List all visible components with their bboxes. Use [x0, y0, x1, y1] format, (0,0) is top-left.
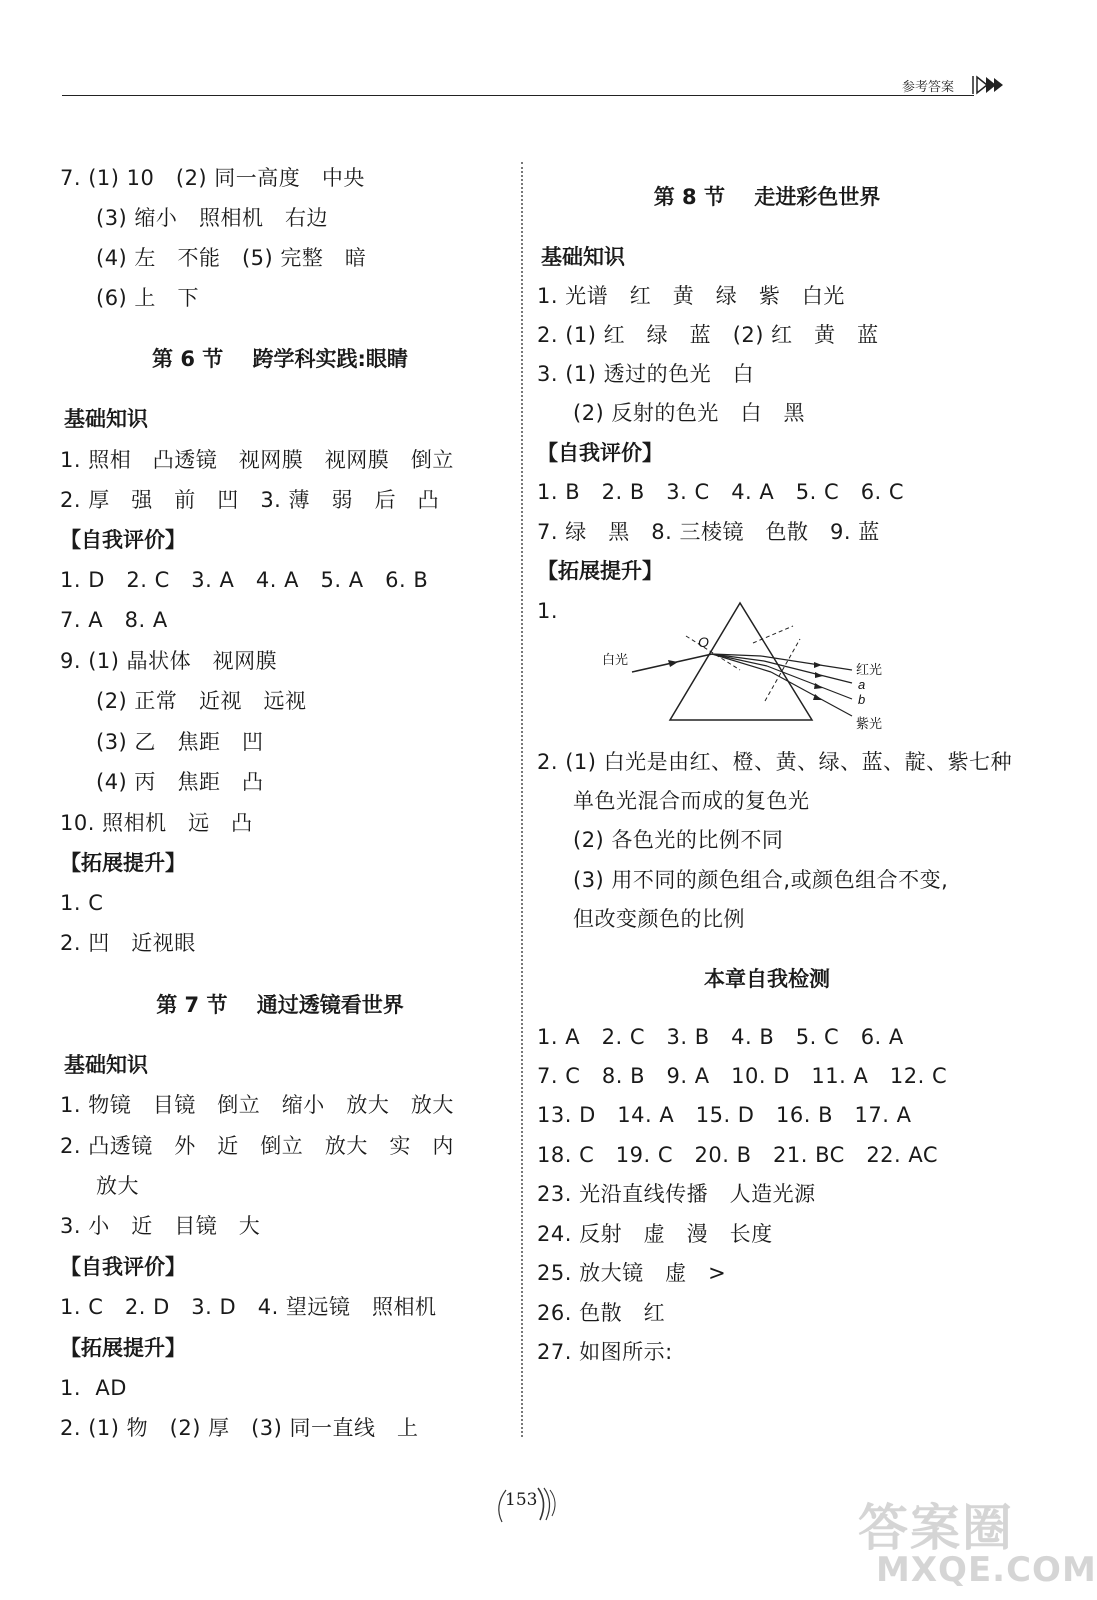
answer-line: 1. B 2. B 3. C 4. A 5. C 6. C — [537, 480, 905, 504]
answer-line: 10. 照相机 远 凸 — [60, 811, 253, 835]
section-7-title: 第 7 节 通过透镜看世界 — [156, 993, 404, 1017]
answer-line: (3) 用不同的颜色组合,或颜色组合不变, — [573, 868, 949, 892]
watermark-top-text: 答案圈 — [858, 1499, 1014, 1557]
answer-line: 3. 小 近 目镜 大 — [60, 1214, 261, 1238]
section-6-title: 第 6 节 跨学科实践:眼睛 — [152, 347, 408, 371]
self-evaluation-heading: 【自我评价】 — [537, 441, 663, 465]
answer-line: (6) 上 下 — [96, 286, 199, 310]
white-light-label: 白光 — [602, 652, 629, 667]
answer-line: (2) 反射的色光 白 黑 — [573, 401, 805, 425]
answer-line: 2. (1) 白光是由红、橙、黄、绿、蓝、靛、紫七种 — [537, 750, 1013, 774]
prism-dispersion-diagram — [590, 598, 910, 738]
answer-line: 但改变颜色的比例 — [573, 907, 745, 931]
answer-line: 7. 绿 黑 8. 三棱镜 色散 9. 蓝 — [537, 520, 880, 544]
answer-line: (3) 乙 焦距 凹 — [96, 730, 264, 754]
self-evaluation-heading: 【自我评价】 — [60, 528, 186, 552]
chapter-test-title: 本章自我检测 — [704, 967, 830, 991]
answer-line: 1. AD — [60, 1376, 127, 1400]
basic-knowledge-heading: 基础知识 — [64, 407, 148, 431]
red-light-label: 红光 — [856, 662, 883, 677]
header-rule — [62, 95, 974, 96]
answer-line: (2) 各色光的比例不同 — [573, 828, 784, 852]
origin-label: O — [698, 634, 709, 650]
answer-line: 1. 物镜 目镜 倒立 缩小 放大 放大 — [60, 1093, 454, 1117]
answer-line: (3) 缩小 照相机 右边 — [96, 206, 328, 230]
answer-line: 2. (1) 红 绿 蓝 (2) 红 黄 蓝 — [537, 323, 879, 347]
violet-light-label: 紫光 — [856, 716, 883, 731]
page-number: 153 — [505, 1490, 538, 1510]
answer-line: 25. 放大镜 虚 > — [537, 1261, 727, 1285]
watermark-bottom-text: MXQE.COM — [876, 1550, 1097, 1590]
answer-line: 27. 如图所示: — [537, 1340, 673, 1364]
answer-line: 13. D 14. A 15. D 16. B 17. A — [537, 1103, 912, 1127]
extension-heading: 【拓展提升】 — [60, 851, 186, 875]
answer-line: 7. (1) 10 (2) 同一高度 中央 — [60, 166, 365, 190]
answer-line: 7. C 8. B 9. A 10. D 11. A 12. C — [537, 1064, 948, 1088]
answer-line: 1. C 2. D 3. D 4. 望远镜 照相机 — [60, 1295, 437, 1319]
answer-line: 24. 反射 虚 漫 长度 — [537, 1222, 773, 1246]
prism-shape — [670, 603, 812, 720]
answer-line: 1. — [537, 599, 559, 623]
self-evaluation-heading: 【自我评价】 — [60, 1255, 186, 1279]
basic-knowledge-heading: 基础知识 — [541, 245, 625, 269]
answer-line: 1. D 2. C 3. A 4. A 5. A 6. B — [60, 568, 429, 592]
column-divider — [521, 162, 523, 1437]
extension-heading: 【拓展提升】 — [537, 559, 663, 583]
answer-line: 2. 凸透镜 外 近 倒立 放大 实 内 — [60, 1134, 454, 1158]
answer-line: 1. C — [60, 891, 104, 915]
answer-line: 2. 厚 强 前 凹 3. 薄 弱 后 凸 — [60, 488, 440, 512]
answer-line: 2. 凹 近视眼 — [60, 931, 196, 955]
answer-line: 放大 — [96, 1174, 139, 1198]
answer-line: (2) 正常 近视 远视 — [96, 689, 307, 713]
watermark — [858, 1488, 1097, 1590]
header-label: 参考答案 — [902, 80, 955, 95]
answer-line: (4) 丙 焦距 凸 — [96, 770, 264, 794]
answer-line: 1. 照相 凸透镜 视网膜 视网膜 倒立 — [60, 448, 454, 472]
basic-knowledge-heading: 基础知识 — [64, 1053, 148, 1077]
answer-line: 1. A 2. C 3. B 4. B 5. C 6. A — [537, 1025, 904, 1049]
answer-line: 1. 光谱 红 黄 绿 紫 白光 — [537, 284, 845, 308]
extension-heading: 【拓展提升】 — [60, 1336, 186, 1360]
answer-line: 26. 色散 红 — [537, 1301, 666, 1325]
answer-line: 18. C 19. C 20. B 21. BC 22. AC — [537, 1143, 939, 1167]
answer-line: 单色光混合而成的复色光 — [573, 789, 810, 813]
b-label: b — [858, 692, 866, 707]
section-8-title: 第 8 节 走进彩色世界 — [653, 185, 881, 209]
red-ray — [761, 656, 852, 670]
b-ray — [767, 666, 852, 699]
header-arrows-icon — [972, 74, 1006, 96]
answer-line: 2. (1) 物 (2) 厚 (3) 同一直线 上 — [60, 1416, 419, 1440]
answer-line: (4) 左 不能 (5) 完整 暗 — [96, 246, 367, 270]
a-label: a — [858, 677, 866, 692]
answer-line: 23. 光沿直线传播 人造光源 — [537, 1182, 816, 1206]
answer-line: 7. A 8. A — [60, 608, 168, 632]
normal-line-left — [686, 636, 740, 670]
answer-line: 9. (1) 晶状体 视网膜 — [60, 649, 278, 673]
answer-line: 3. (1) 透过的色光 白 — [537, 362, 755, 386]
